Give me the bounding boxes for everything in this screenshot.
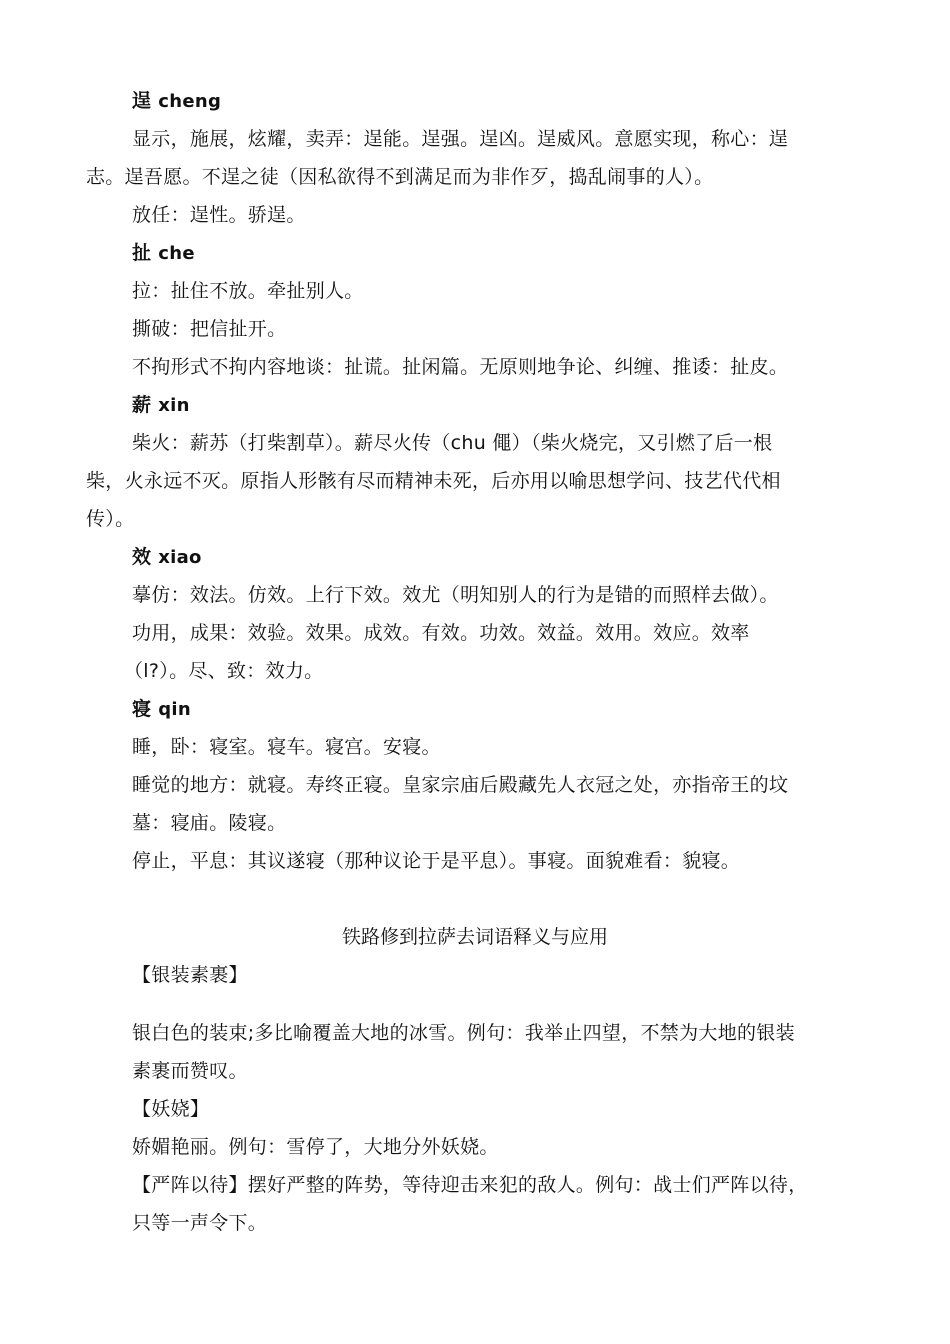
term-definition-line: 素裹而赞叹。 xyxy=(132,1060,248,1082)
entry-pinyin: cheng xyxy=(158,91,222,112)
entry-definition-line: 不拘形式不拘内容地谈：扯谎。扯闲篇。无原则地争论、纠缠、推诿：扯皮。 xyxy=(132,356,789,378)
entry-heading xyxy=(132,544,202,571)
entry-definition-line: 撕破：把信扯开。 xyxy=(132,318,287,340)
entry-char: 寝 xyxy=(132,698,152,720)
entry-definition-line: 拉：扯住不放。牵扯别人。 xyxy=(132,280,364,302)
entry-pinyin: xiao xyxy=(158,547,202,568)
entry-heading xyxy=(132,88,221,115)
entry-definition-line: 显示，施展，炫耀，卖弄：逞能。逞强。逞凶。逞威风。意愿实现，称心：逞 xyxy=(132,128,789,150)
entry-definition-line: 功用，成果：效验。效果。成效。有效。功效。效益。效用。效应。效率 xyxy=(132,622,750,644)
entry-definition-line: 志。逞吾愿。不逞之徒（因私欲得不到满足而为非作歹，捣乱闹事的人）。 xyxy=(86,166,714,188)
entry-definition-line: 摹仿：效法。仿效。上行下效。效尤（明知别人的行为是错的而照样去做）。 xyxy=(132,584,779,606)
entry-heading xyxy=(132,392,190,419)
entry-definition-line: 墓：寝庙。陵寝。 xyxy=(132,812,287,834)
entry-pinyin: qin xyxy=(158,699,192,720)
entry-char: 效 xyxy=(132,546,152,568)
term-definition-line: 只等一声令下。 xyxy=(132,1212,268,1234)
term-definition-line: 【严阵以待】摆好严整的阵势，等待迎击来犯的敌人。例句：战士们严阵以待， xyxy=(132,1174,808,1196)
entry-definition-line: （l?）。尽、致：效力。 xyxy=(124,660,324,682)
entry-definition-line: 停止，平息：其议遂寝（那种议论于是平息）。事寝。面貌难看：貌寝。 xyxy=(132,850,741,872)
entry-pinyin: che xyxy=(158,243,195,264)
term-heading: 【银装素裹】 xyxy=(132,964,248,986)
entry-definition-line: 睡觉的地方：就寝。寿终正寝。皇家宗庙后殿藏先人衣冠之处，亦指帝王的坟 xyxy=(132,774,789,796)
entry-char: 薪 xyxy=(132,394,152,416)
term-definition-line: 娇媚艳丽。例句：雪停了，大地分外妖娆。 xyxy=(132,1136,499,1158)
entry-char: 扯 xyxy=(132,242,152,264)
entry-definition-line: 放任：逞性。骄逞。 xyxy=(132,204,306,226)
section-title: 铁路修到拉萨去词语释义与应用 xyxy=(341,926,608,948)
entry-definition-line: 睡，卧：寝室。寝车。寝宫。安寝。 xyxy=(132,736,441,758)
entry-definition-line: 传）。 xyxy=(86,508,135,530)
entry-heading xyxy=(132,696,191,723)
term-heading: 【妖娆】 xyxy=(132,1098,210,1120)
entry-char: 逞 xyxy=(132,90,152,112)
term-definition-line: 银白色的装束;多比喻覆盖大地的冰雪。例句：我举止四望，不禁为大地的银装 xyxy=(132,1022,795,1044)
entry-pinyin: xin xyxy=(158,395,190,416)
entry-heading xyxy=(132,240,195,267)
entry-definition-line: 柴，火永远不灭。原指人形骸有尽而精神未死，后亦用以喻思想学问、技艺代代相 xyxy=(86,470,781,492)
entry-definition-line: 柴火：薪苏（打柴割草）。薪尽火传（chu 僶）（柴火烧完，又引燃了后一根 xyxy=(132,432,773,454)
